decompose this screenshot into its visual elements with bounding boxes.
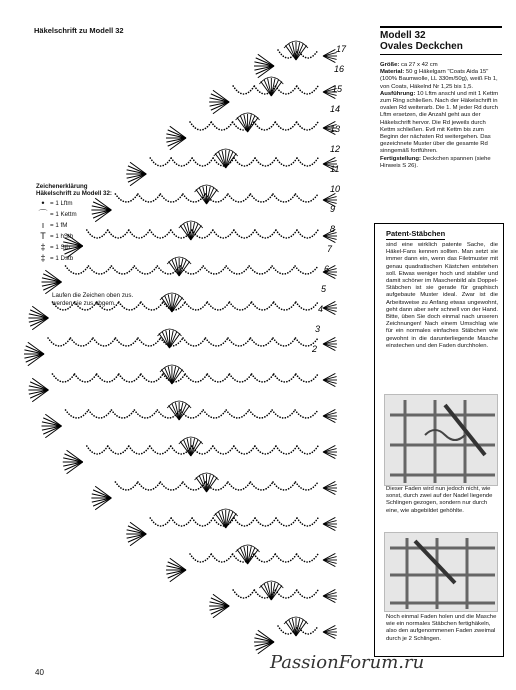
legend-item-label: = 1 Stb <box>50 243 70 251</box>
single-crochet-symbol-icon: ı <box>41 219 45 230</box>
treble-symbol-icon: ‡ <box>40 252 46 263</box>
row-number-label: 9 <box>330 204 336 214</box>
row-number-label: 2 <box>312 344 318 354</box>
patent-info-box <box>374 223 504 657</box>
row-number-label: 11 <box>330 164 340 174</box>
row-number-label: 15 <box>332 84 343 94</box>
legend-item-label: = 1 hStb <box>50 232 74 240</box>
model-number: Modell 32 <box>380 30 426 41</box>
legend-item <box>36 220 146 231</box>
execution-spec: Ausführung: 10 Lftm anschl und mit 1 Kettm zum Ring schließen. Nach der Häkelschrift in ovalen Rd weiterarb. Die 1. M jeder Rd durch Lftm ersetzen, die Anzahl geht aus der Häkelschrift hervor. Die Rd jeweils durch Kettm schließen. Evtl mit Kettm bis zum Beginn der nächsten Rd weitergehen. Das gezeichnete Muster über die gesamte Rd sinngemäß fortführen. <box>380 90 499 155</box>
row-number-label: 10 <box>330 184 341 194</box>
crochet-diagram <box>18 30 368 660</box>
row-number-label: 13 <box>330 124 341 134</box>
double-crochet-symbol-icon: ‡ <box>40 241 46 252</box>
legend-item <box>36 198 146 209</box>
row-number-label: 8 <box>330 224 336 234</box>
model-name: Ovales Deckchen <box>380 41 502 55</box>
row-number-label: 14 <box>330 104 341 114</box>
model-specs <box>380 62 502 170</box>
crochet-photo <box>384 532 498 612</box>
patent-title: Patent-Stäbchen <box>386 229 446 238</box>
legend-subheading: Häkelschrift zu Modell 32: <box>36 190 112 198</box>
row-number-label: 7 <box>327 244 333 254</box>
half-double-symbol-icon: T <box>40 230 46 241</box>
size-spec: Größe: ca 27 x 42 cm <box>380 62 438 68</box>
chart-title: Häkelschrift zu Modell 32 <box>34 26 124 35</box>
row-number-label: 5 <box>321 284 327 294</box>
patent-text: sind eine wirklich patente Sache, die Häkel-Fans kennen sollten. Man setzt sie immer dann ein, wenn das Filetmuster mit genau quadratischen Kästchen entstehen soll. Etwas weniger hoch und stabiler und damit schöner im Maschenbild als Doppel-Stäbchen ist sie gerade für graphisch aufgebaute Muster ideal. Zwar ist die Arbeitsweise zu Anfang etwas ungewohnt, geht dann aber sehr schnell von der Hand. Bitte, üben Sie doch einmal nach unseren Zeichnungen! Nach einem Umschlag wie für ein normales einfaches Stäbchen wie gewohnt in die darunterliegende Masche einstechen und den Faden durchholen. <box>386 242 498 349</box>
legend-item <box>36 242 146 253</box>
row-number-label: 17 <box>336 44 347 54</box>
row-number-label: 3 <box>315 324 321 334</box>
photo-caption: Dieser Faden wird nun jedoch nicht, wie sonst, durch zwei auf der Nadel liegende Schlingen gezogen, sondern nur durch eine, wie abgebildet gehöhlte. <box>386 486 493 514</box>
legend-item <box>36 253 146 264</box>
symbol-legend <box>36 183 146 264</box>
watermark: PassionForum.ru <box>270 652 425 673</box>
finishing-spec: Fertigstellung: Deckchen spannen (siehe Hinweis S 26). <box>380 155 491 169</box>
legend-item <box>36 231 146 242</box>
photo-caption: Noch einmal Faden holen und die Masche wie ein normales Stäbchen fertighäkeln, also den aufgenommenen Faden zweimal durch je 2 Schlingen. <box>386 614 497 642</box>
material-spec: Material: 50 g Häkelgarn "Coats Aida 15" (100% Baumwolle, LL 330m/50g), weiß Fb 1, von Coats, Häkelnd Nr 1,25 bis 1,5. <box>380 69 498 90</box>
legend-heading: Zeichenerklärung <box>36 183 88 190</box>
legend-item-label: = 1 Dstb <box>50 254 74 262</box>
legend-item-label: = 1 Lftm <box>50 199 73 207</box>
legend-note: Laufen die Zeichen oben zus. werden sie zus abgem. <box>52 292 134 307</box>
row-number-label: 4 <box>318 304 324 314</box>
legend-item-label: = 1 fM <box>50 221 68 229</box>
slip-stitch-symbol-icon: ⌒ <box>38 208 48 219</box>
row-number-label: 6 <box>324 264 330 274</box>
model-header <box>380 26 502 55</box>
legend-item <box>36 209 146 220</box>
row-number-label: 16 <box>334 64 345 74</box>
chain-symbol-icon: • <box>41 197 45 208</box>
legend-item-label: = 1 Kettm <box>50 210 77 218</box>
row-number-label: 12 <box>330 144 341 154</box>
page-number: 40 <box>35 668 44 677</box>
crochet-photo <box>384 394 498 486</box>
